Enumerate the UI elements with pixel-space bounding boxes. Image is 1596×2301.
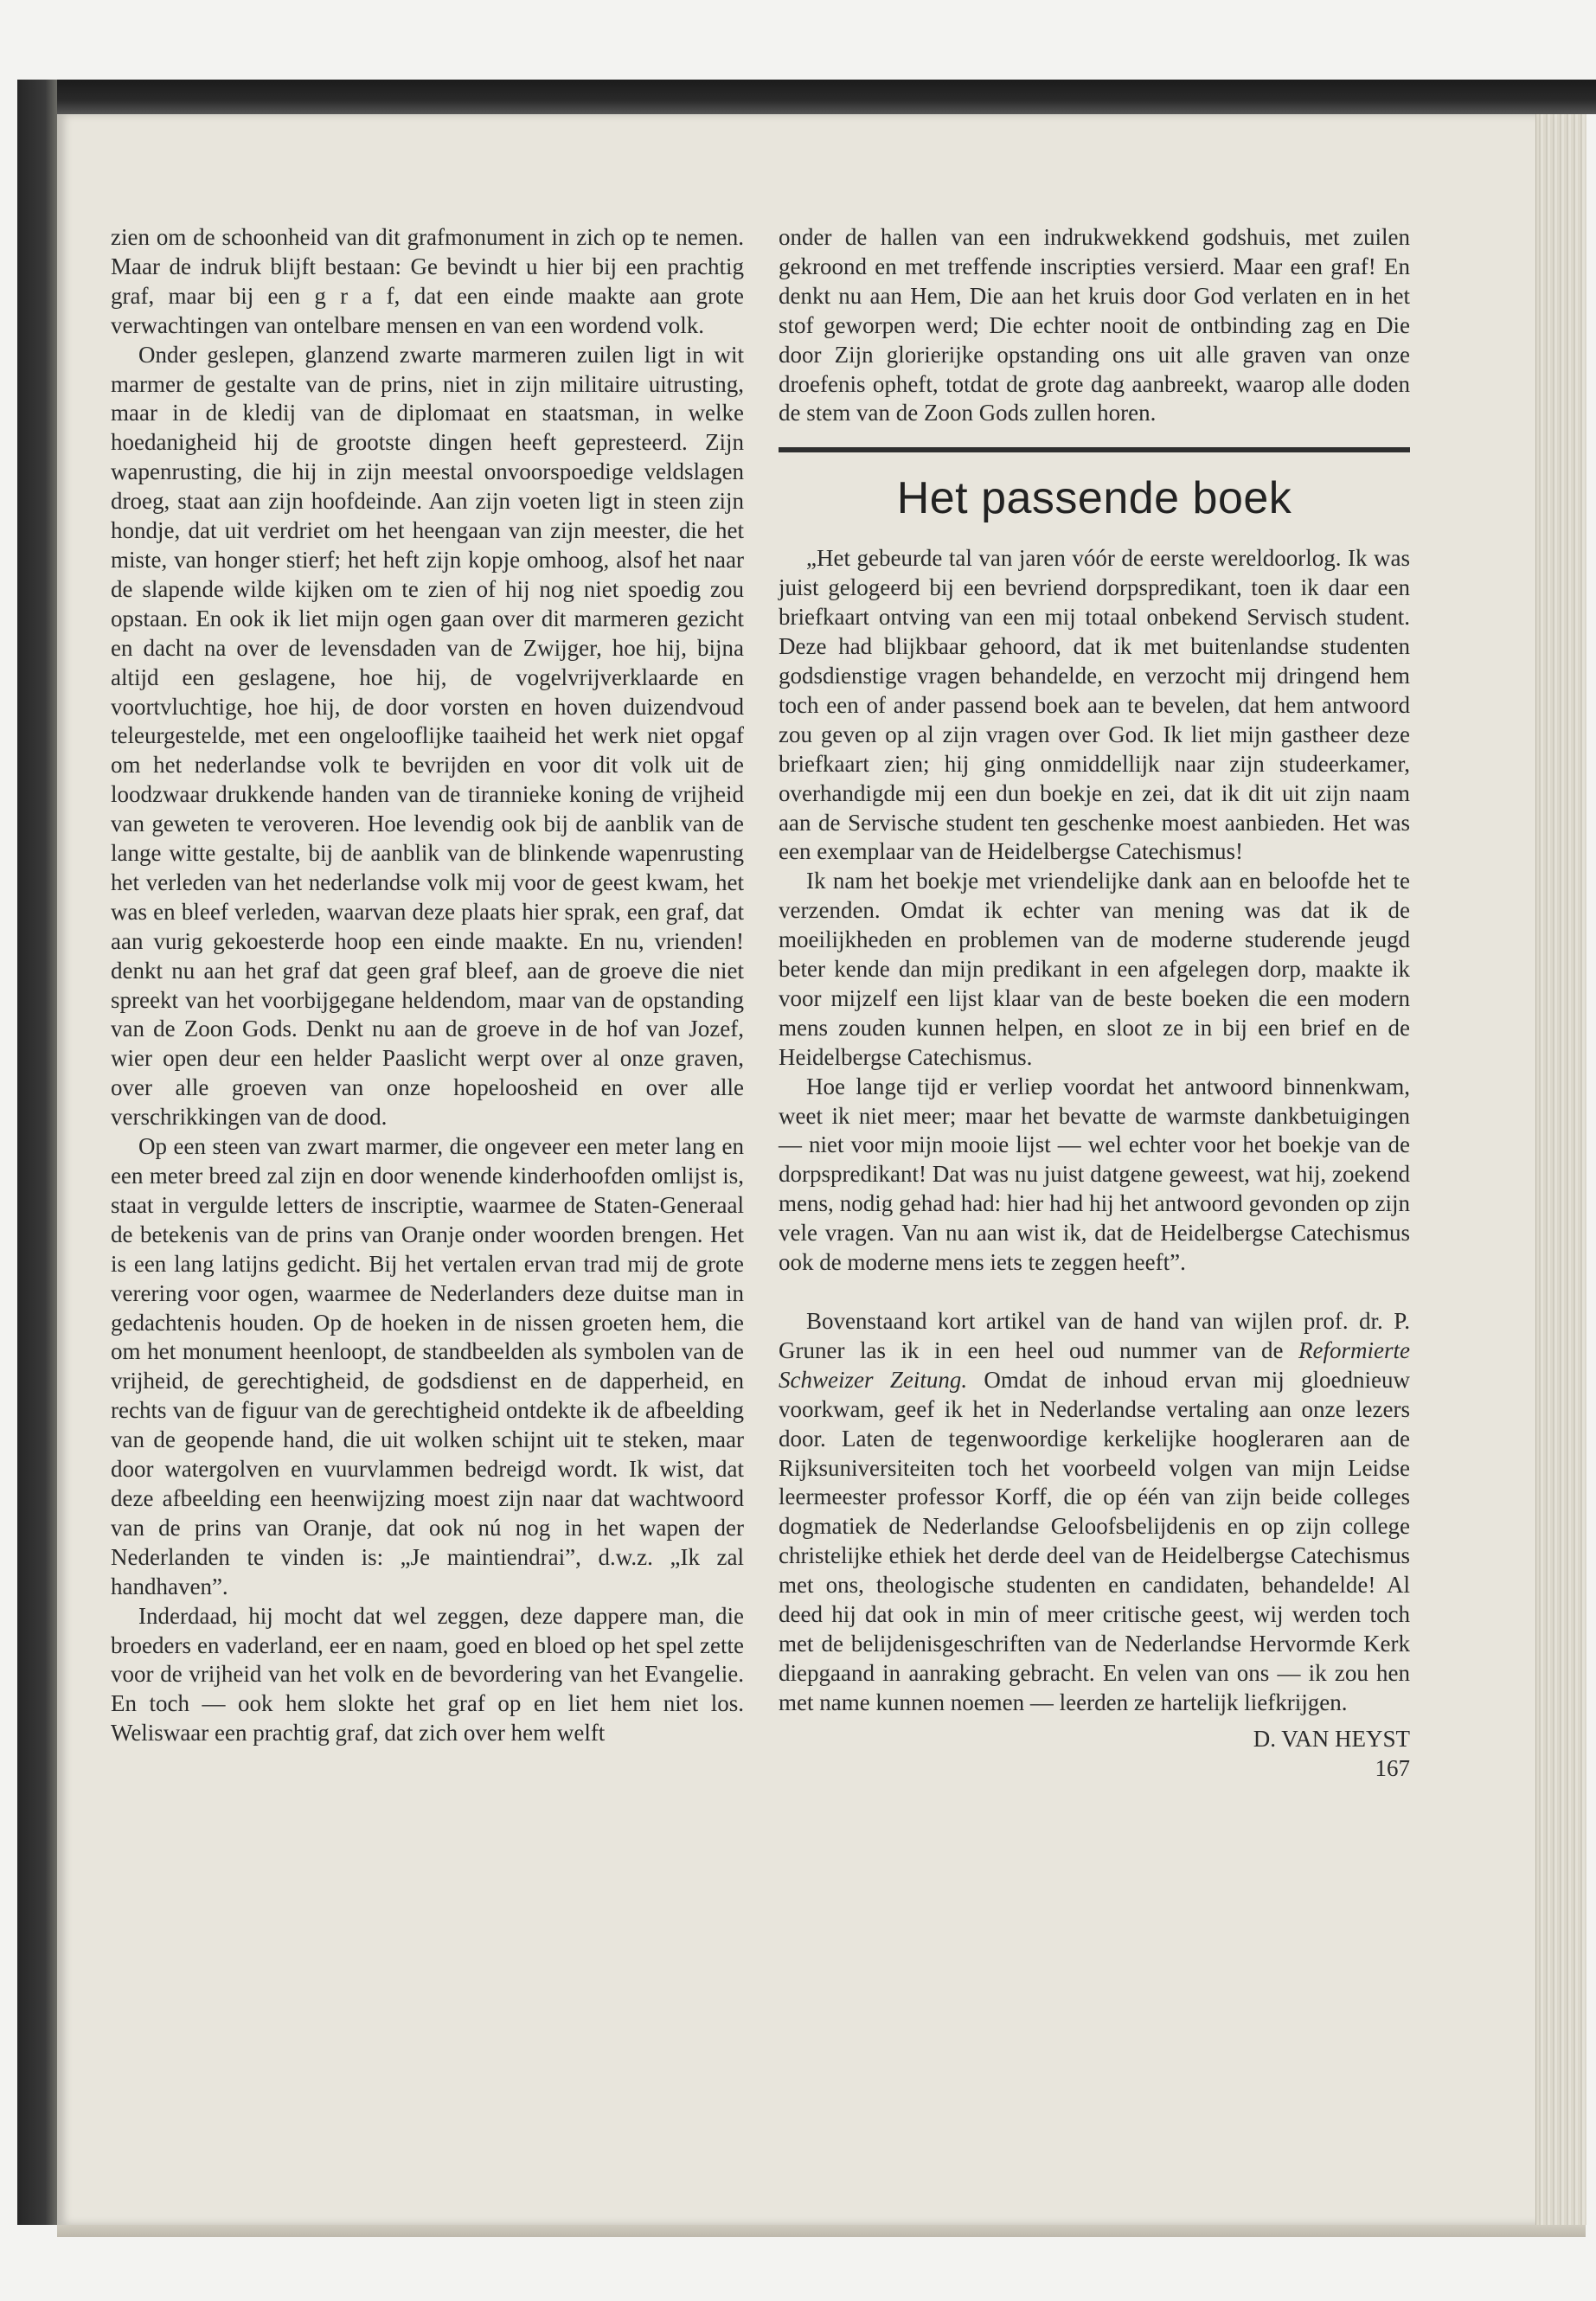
scan-border-top [17, 80, 1596, 114]
closing-text-before: Bovenstaand kort artikel van de hand van wijlen prof. dr. P. Gruner las ik in een heel oud nummer van de [779, 1308, 1410, 1363]
closing-paragraph [779, 1307, 1410, 1718]
paragraph: Op een steen van zwart marmer, die ongeveer een meter lang en een meter breed zal zijn en door wenende kinderhoofden omlijst is, staat in vergulde letters de inscriptie, waarmee de Staten-Generaal de betekenis van de prins van Oranje onder woorden brengen. Het is een lang latijns gedicht. Bij het vertalen ervan trad mij de grote verering voor ogen, waarmee de Nederlanders deze duitse man in gedachtenis houden. Op de hoeken in de nissen groeten hem, die om het monument heenloopt, de standbeelden als symbolen van de vrijheid, de gerechtigheid, de godsdienst en de dapperheid, en rechts van de figuur van de gerechtigheid ontdekte ik de afbeelding van de geopende hand, die uit wolken schijnt uit te steken, maar door watergolven en vuurvlammen bedreigd wordt. Ik wist, dat deze afbeelding een heenwijzing moest zijn naar dat wachtwoord van de prins van Oranje, dat ook nú nog in het wapen der Nederlanden te vinden is: „Je maintiendrai”, d.w.z. „Ik zal handhaven”. [111, 1133, 744, 1599]
left-column [111, 223, 744, 1748]
page-number: 167 [1375, 1754, 1410, 1781]
spacer [779, 1278, 1410, 1307]
paragraph: zien om de schoonheid van dit grafmonument in zich op te nemen. Maar de indruk blijft bestaan: Ge bevindt u hier bij een prachtig graf, maar bij een g r a f, dat een einde maakte aan grote verwachtingen van ontelbare mensen en van een wordend volk. [111, 224, 744, 338]
paragraph: Hoe lange tijd er verliep voordat het antwoord binnenkwam, weet ik niet meer; maar het bevatte de warmste dankbetuigingen — niet voor mijn mooie lijst — wel echter voor het boekje van de dorpspredikant! Dat was nu juist datgene geweest, wat hij, zoekend mens, nodig gehad had: hier had hij het antwoord gevonden op zijn vele vragen. Van nu aan wist ik, dat de Heidelbergse Catechismus ook de moderne mens iets te zeggen heeft”. [779, 1073, 1410, 1276]
paragraph: Inderdaad, hij mocht dat wel zeggen, deze dappere man, die broeders en vaderland, eer en naam, goed en bloed op het spel zette voor de vrijheid van het volk en de bevordering van het Evangelie. En toch — ook hem slokte het graf op en liet hem niet los. Weliswaar een prachtig graf, dat zich over hem welft [111, 1602, 744, 1747]
section-divider [779, 447, 1410, 452]
newspaper-title: Reformierte Schweizer Zeitung. [779, 1336, 1410, 1393]
closing-text-after: Omdat de inhoud ervan mij gloednieuw voorkwam, geef ik het in Nederlandse vertaling aan onze lezers door. Laten de tegenwoordige kerkelijke hoogleraren aan de Rijksuniversiteiten toch het voorbeeld volgen van mijn Leidse leermeester professor Korff, die op één van zijn beide colleges dogmatiek de Nederlandse Geloofsbelijdenis en op zijn college christelijke ethiek het derde deel van de Heidelbergse Catechismus met ons, theologische studenten en candidaten, behandelde! Al deed hij dat ook in min of meer critische geest, wij werden toch met de belijdenisgeschriften van de Nederlandse Hervormde Kerk diepgaand in aanraking gebracht. En velen van ons — ik zou hen met name kunnen noemen — leerden ze hartelijk liefkrijgen. [779, 1366, 1411, 1715]
author-signature: D. VAN HEYST [1253, 1725, 1410, 1752]
scan-border-left [17, 80, 57, 2225]
page-stack-edge [1535, 114, 1586, 2225]
page-bottom-edge [57, 2225, 1586, 2237]
paragraph: „Het gebeurde tal van jaren vóór de eerste wereldoorlog. Ik was juist gelogeerd bij een bevriend dorpspredikant, toen ik daar een briefkaart ontving van een mij totaal onbekend Servisch student. Deze had blijkbaar gehoord, dat ik met buitenlandse studenten godsdienstige vragen behandelde, en verzocht mij dringend hem toch een of ander passend boek aan te bevelen, dat hem antwoord zou geven op al zijn vragen over God. Ik liet mijn gastheer deze briefkaart zien; hij ging onmiddellijk naar zijn studeerkamer, overhandigde mij een dun boekje en zei, dat ik dit uit zijn naam aan de Servische student ten geschenke moest aanbieden. Het was een exemplaar van de Heidelbergse Catechismus! [779, 545, 1410, 865]
paragraph: Onder geslepen, glanzend zwarte marmeren zuilen ligt in wit marmer de gestalte van de prins, niet in zijn militaire uitrusting, maar in de kledij van de diplomaat en staatsman, in welke hoedanigheid hij de grootste dingen heeft gepresteerd. Zijn wapenrusting, die hij in zijn meestal onvoorspoedige veldslagen droeg, staat aan zijn hoofdeinde. Aan zijn voeten ligt in steen zijn hondje, dat uit verdriet om het heengaan van zijn meester, die het miste, van honger stierf; het heft zijn kopje omhoog, alsof het naar de slapende wilde kijken om te zien of hij nog niet spoedig zou opstaan. En ook ik liet mijn ogen gaan over dit marmeren gezicht en dacht na over de levensdaden van de Zwijger, hoe hij, bijna altijd een geslagene, hoe hij, de vogelvrijverklaarde en voortvluchtige, hoe hij, de door vorsten en hoven duizendvoud teleurgestelde, met een ongelooflijke taaiheid het werk niet opgaf om het nederlandse volk te bevrijden en voor dit volk uit de loodzwaar drukkende handen van de tirannieke koning de vrijheid van geweten te veroveren. Hoe levendig ook bij de aanblik van de lange witte gestalte, bij de aanblik van de blinkende wapenrusting het verleden van het nederlandse volk mij voor de geest kwam, het was en bleef verleden, waarvan deze plaats hier sprak, een graf, dat aan vurig gekoesterde hoop een einde maakte. En nu, vrienden! denkt nu aan het graf dat geen graf bleef, aan de groeve die niet spreekt van het voorbijgegane heldendom, maar van de opstanding van de Zoon Gods. Denkt nu aan de groeve in de hof van Jozef, wier open deur een helder Paaslicht werpt over al onze graven, over alle groeven van onze hopeloosheid en over alle verschrikkingen van de dood. [111, 341, 744, 1131]
paragraph: Ik nam het boekje met vriendelijke dank aan en beloofde het te verzenden. Omdat ik echter van mening was dat ik de moeilijkheden en problemen van de moderne studerende jeugd beter kende dan mijn predikant in een afgelegen dorp, maakte ik voor mijzelf een lijst klaar van de beste boeken die een modern mens zouden kunnen helpen, en sloot ze in bij een brief en de Heidelbergse Catechismus. [779, 868, 1410, 1070]
paragraph: onder de hallen van een indrukwekkend godshuis, met zuilen gekroond en met treffende inscripties versierd. Maar een graf! En denkt nu aan Hem, Die aan het kruis door God verlaten en in het stof geworpen werd; Die echter nooit de ontbinding zag en Die door Zijn glorierijke opstanding ons uit alle graven van onze droefenis opheft, totdat de grote dag aanbreekt, waarop alle doden de stem van de Zoon Gods zullen horen. [779, 224, 1410, 426]
right-column [779, 223, 1410, 1784]
article-heading: Het passende boek [896, 473, 1292, 524]
